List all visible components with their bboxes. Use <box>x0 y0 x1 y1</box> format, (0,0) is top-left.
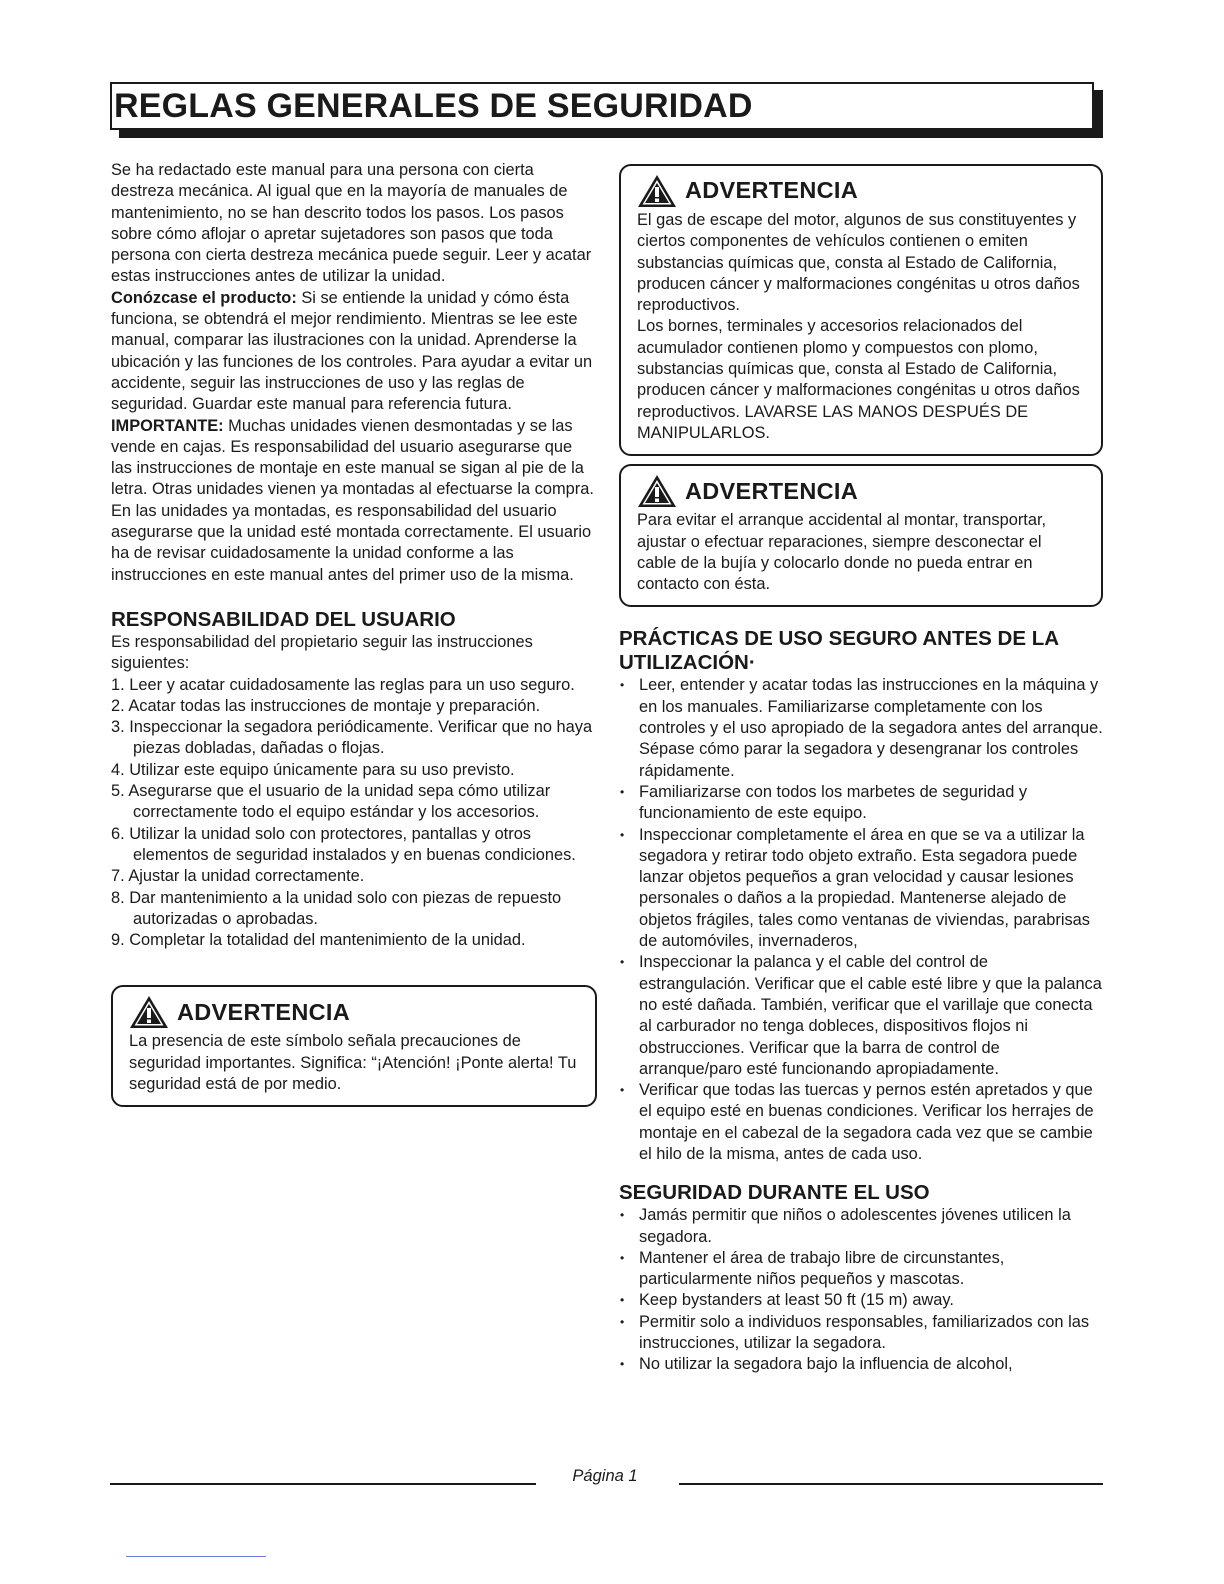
list-item: • Inspeccionar la palanca y el cable del control de estrangulación. Verificar que el cable esté libre y que la palanca no esté dañada. También, verificar que el varillaje que conecta al carburador no tenga dobleces, dispositivos flojos ni obstrucciones. Verificar que la barra de control de arranque/paro esté funcionando apropiadamente. <box>619 952 1103 1080</box>
warning-text-battery: Los bornes, terminales y accesorios relacionados del acumulador contienen plomo y compuestos con plomo, substancias químicas que, consta al Estado de California, producen cáncer y malformaciones congénitas u otros daños reproductivos. LAVARSE LAS MANOS DESPUÉS DE MANIPULARLOS. <box>637 317 1080 442</box>
footer-rule-left <box>110 1483 536 1485</box>
resp-heading: RESPONSABILIDAD DEL USUARIO <box>111 607 456 631</box>
durante-heading: SEGURIDAD DURANTE EL USO <box>619 1181 930 1205</box>
list-item: • Mantener el área de trabajo libre de circunstantes, particularmente niños pequeños y mascotas. <box>619 1248 1103 1291</box>
warning-header <box>637 474 1085 508</box>
warning-triangle-icon <box>129 995 169 1029</box>
list-item: 8. Dar mantenimiento a la unidad solo con piezas de repuesto autorizadas o aprobadas. <box>111 888 562 928</box>
conozca-label: Conózcase el producto: <box>111 288 297 307</box>
warning-title: ADVERTENCIA <box>177 998 351 1025</box>
warning-title: ADVERTENCIA <box>685 177 859 204</box>
page-number: Página 1 <box>572 1467 638 1485</box>
practicas-list <box>619 675 1103 1165</box>
conozca-text: Si se entiende la unidad y cómo ésta funciona, se obtendrá el mejor rendimiento. Mientras se lee este manual, comparar las ilustraciones con la unidad. Aprenderse la ubicación y las funciones de los controles. Para ayudar a evitar un accidente, seguir las instrucciones de uso y las reglas de seguridad. Guardar este manual para referencia futura. <box>111 288 593 414</box>
list-item: • Keep bystanders at least 50 ft (15 m) away. <box>619 1290 1103 1311</box>
list-item: • Leer, entender y acatar todas las instrucciones en la máquina y en los manuales. Familiarizarse completamente con los controles y el uso apropiado de la segadora antes del arranque. Sépase cómo parar la segadora y desengranar los controles rápidamente. <box>619 675 1103 781</box>
importante-text: Muchas unidades vienen desmontadas y se las vende en cajas. Es responsabilidad del usuario asegurarse que las instrucciones de montaje en este manual se sigan al pie de la letra. Otras unidades vienen ya montadas al efectuarse la compra. En las unidades ya montadas, es responsabilidad del usuario asegurarse que la unidad esté montada correctamente. El usuario ha de revisar cuidadosamente la unidad conforme a las instrucciones en este manual antes del primer uso de la misma. <box>111 416 594 584</box>
intro-paragraph: Se ha redactado este manual para una persona con cierta destreza mecánica. Al igual que en la mayoría de manuales de mantenimiento, no se han descrito todos los pasos. Los pasos sobre cómo aflojar o apretar sujetadores son pasos que toda persona con cierta destreza mecánica puede seguir. Leer y acatar estas instrucciones antes de utilizar la unidad. <box>111 161 592 286</box>
list-item: • Jamás permitir que niños o adolescentes jóvenes utilicen la segadora. <box>619 1205 1103 1248</box>
list-item: • Verificar que todas las tuercas y pernos estén apretados y que el equipo esté en buenas condiciones. Verificar los herrajes de montaje en el cabezal de la segadora cada vez que se cambie el hilo de la misma, antes de cada uso. <box>619 1080 1103 1165</box>
title-box <box>110 82 1094 130</box>
warning-text-exhaust: El gas de escape del motor, algunos de sus constituyentes y ciertos componentes de vehículos contienen o emiten substancias químicas que, consta al Estado de California, producen cáncer y malformaciones congénitas u otros daños reproductivos. <box>637 211 1080 315</box>
warning-box-spark-plug <box>619 464 1103 607</box>
warning-title: ADVERTENCIA <box>685 477 859 504</box>
resp-list <box>111 675 597 952</box>
list-item: • No utilizar la segadora bajo la influencia de alcohol, <box>619 1354 1103 1375</box>
list-item: 1. Leer y acatar cuidadosamente las reglas para un uso seguro. <box>111 675 575 694</box>
importante-paragraph <box>111 416 597 586</box>
warning-triangle-icon <box>637 474 677 508</box>
warning-header <box>637 174 1085 208</box>
page-title: REGLAS GENERALES DE SEGURIDAD <box>114 87 753 125</box>
conozca-paragraph <box>111 288 597 416</box>
importante-label: IMPORTANTE: <box>111 416 224 435</box>
list-item: 3. Inspeccionar la segadora periódicamente. Verificar que no haya piezas dobladas, dañadas o flojas. <box>111 718 593 758</box>
warning-text: Para evitar el arranque accidental al montar, transportar, ajustar o efectuar reparaciones, siempre desconectar el cable de la bujía y colocarlo donde no pueda entrar en contacto con ésta. <box>637 511 1047 594</box>
link-underline <box>126 1556 266 1557</box>
warning-text: La presencia de este símbolo señala precauciones de seguridad importantes. Significa: “¡Atención! ¡Ponte alerta! Tu seguridad está de por medio. <box>129 1032 577 1093</box>
left-column <box>111 160 597 1107</box>
warning-header <box>129 995 579 1029</box>
list-item: • Familiarizarse con todos los marbetes de seguridad y funcionamiento de este equipo. <box>619 782 1103 825</box>
list-item: 7. Ajustar la unidad correctamente. <box>111 867 365 886</box>
list-item: 5. Asegurarse que el usuario de la unidad sepa cómo utilizar correctamente todo el equipo estándar y los accesorios. <box>111 782 551 822</box>
list-item: 2. Acatar todas las instrucciones de montaje y preparación. <box>111 696 541 715</box>
durante-list <box>619 1205 1103 1375</box>
list-item: 9. Completar la totalidad del mantenimiento de la unidad. <box>111 931 526 950</box>
resp-intro: Es responsabilidad del propietario seguir las instrucciones siguientes: <box>111 632 533 673</box>
footer-rule-right <box>679 1483 1103 1485</box>
warning-box-symbol <box>111 985 597 1107</box>
warning-triangle-icon <box>637 174 677 208</box>
list-item: • Permitir solo a individuos responsables, familiarizados con las instrucciones, utilizar la segadora. <box>619 1312 1103 1355</box>
warning-box-california <box>619 164 1103 456</box>
right-column <box>619 164 1103 1376</box>
list-item: • Inspeccionar completamente el área en que se va a utilizar la segadora y retirar todo objeto extraño. Esta segadora puede lanzar objetos pequeños a gran velocidad y causar lesiones personales o daños a la propiedad. Mantenerse alejado de objetos frágiles, tales como ventanas de viviendas, parabrisas de automóviles, invernaderos, <box>619 825 1103 953</box>
practicas-heading: PRÁCTICAS DE USO SEGURO ANTES DE LA UTILIZACIÓN· <box>619 627 1059 675</box>
list-item: 4. Utilizar este equipo únicamente para su uso previsto. <box>111 760 515 779</box>
list-item: 6. Utilizar la unidad solo con protectores, pantallas y otros elementos de seguridad instalados y en buenas condiciones. <box>111 824 576 864</box>
